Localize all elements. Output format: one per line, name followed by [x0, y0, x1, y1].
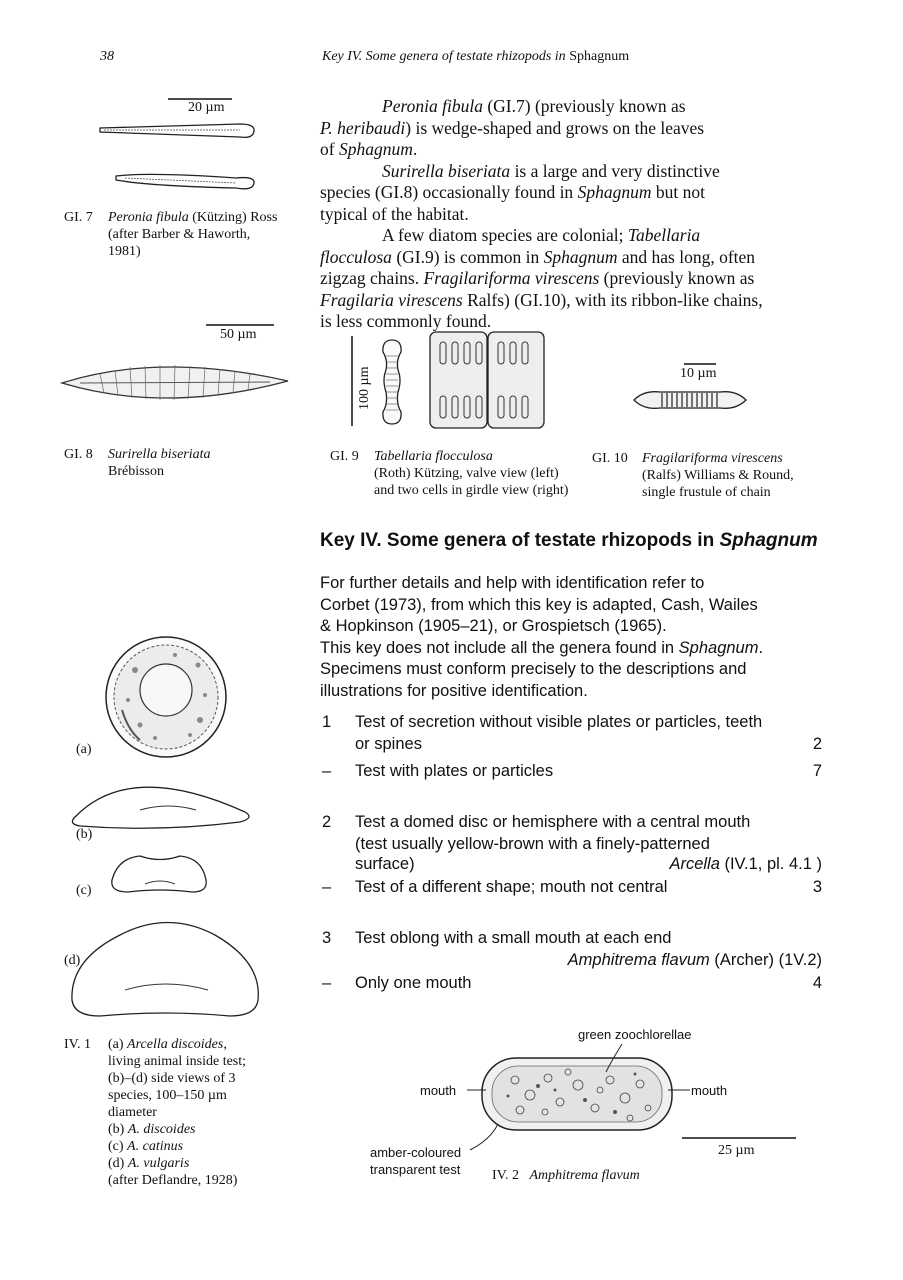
iv1-caption-number: IV. 1	[64, 1037, 91, 1052]
p1-line3-text: of	[320, 139, 339, 159]
iv2-caption	[492, 1167, 640, 1184]
p2-line2a: species (GI.8) occasionally found in	[320, 182, 578, 202]
couplet-text: Test with plates or particles	[355, 762, 554, 780]
p3-line3a: zigzag chains.	[320, 268, 424, 288]
iv1-cap-l1-it: Arcella discoides,	[127, 1037, 227, 1052]
intro-line6: illustrations for positive identification.	[320, 681, 588, 700]
iv1-label-d: (d)	[64, 953, 81, 968]
p3-line2-taxon2: Sphagnum	[543, 246, 618, 267]
iv1-cap-l9: (after Deflandre, 1928)	[108, 1173, 238, 1188]
p3-line2b: and has long, often	[617, 246, 756, 267]
couplet-dash: –	[322, 878, 332, 896]
p1-line1-taxon: Peronia fibula	[382, 96, 483, 116]
iv1-cap-l8: (d)	[108, 1156, 128, 1171]
section-heading-genus: Sphagnum	[719, 530, 818, 551]
couplet-goto: 2	[812, 735, 822, 753]
couplet-goto: 7	[812, 762, 822, 780]
p1-line2-taxon: P. heribaudi	[320, 117, 406, 138]
p3-line2-taxon: flocculosa	[320, 246, 392, 267]
couplet-text: Test oblong with a small mouth at each end	[355, 929, 672, 947]
gi10-caption-taxon: Fragilariforma virescens	[642, 451, 783, 466]
intro-line2: Corbet (1973), from which this key is adapted, Cash, Wailes	[320, 595, 758, 614]
gi7-scale-label: 20 µm	[188, 100, 225, 115]
couplet-text: Only one mouth	[355, 974, 472, 992]
gi8-caption-number: GI. 8	[64, 447, 93, 462]
p2-taxon: Surirella biseriata	[382, 160, 511, 181]
page-number: 38	[100, 49, 114, 64]
iv2-caption-taxon: Amphitrema flavum	[529, 1168, 640, 1183]
gi9-caption-taxon: Tabellaria flocculosa	[374, 449, 493, 464]
gi10-caption-text: (Ralfs) Williams & Round, single frustule of chain	[642, 468, 794, 500]
intro-line5: Specimens must conform precisely to the descriptions and	[320, 660, 747, 678]
iv1-cap-l5: diameter	[108, 1105, 157, 1120]
p2-line3: typical of the habitat.	[320, 203, 469, 224]
couplet-text: Test of secretion without visible plates or particles, teeth	[355, 713, 763, 731]
p3-line2a: (GI.9) is common in	[391, 246, 544, 267]
couplet-text: Test a domed disc or hemisphere with a central mouth	[355, 813, 751, 831]
gi10-caption-number: GI. 10	[592, 451, 628, 466]
intro-line3: & Hopkinson (1905–21), or Grospietsch (1965).	[320, 617, 667, 635]
iv1-label-b: (b)	[76, 827, 93, 842]
gi7-caption-number: GI. 7	[64, 210, 93, 225]
p2-line2b: but not	[651, 182, 705, 202]
iv2-caption-number: IV. 2	[492, 1168, 519, 1183]
couplet-number: 3	[322, 929, 332, 947]
iv1-cap-l8-it: A. vulgaris	[127, 1156, 190, 1171]
iv1-cap-l6-it: A. discoides	[127, 1122, 196, 1137]
p3-line1-taxon: Tabellaria	[627, 225, 701, 245]
p2-line1: is a large and very distinctive	[510, 160, 720, 181]
taxon-arcella: Arcella	[669, 855, 720, 873]
iv2-label-green: green zoochlorellae	[578, 1027, 692, 1042]
p2-line2-taxon: Sphagnum	[577, 182, 652, 202]
couplet-text: surface)	[355, 855, 415, 873]
p3-line4-taxon: Fragilaria virescens	[320, 289, 463, 310]
iv1-cap-l2: living animal inside test;	[108, 1054, 247, 1069]
gi7-caption-text: (Kützing) Ross (after Barber & Haworth, 1981)	[108, 210, 278, 259]
intro-line4-end: .	[758, 638, 764, 657]
p3-line4: Ralfs) (GI.10), with its ribbon-like chains,	[462, 289, 763, 310]
p3-line5: is less commonly found.	[320, 311, 492, 331]
iv1-cap-l1: (a)	[108, 1037, 128, 1052]
couplet-number: 2	[322, 813, 332, 831]
taxon-amphitrema: Amphitrema flavum	[567, 951, 710, 969]
gi9-caption-number: GI. 9	[330, 449, 359, 464]
iv1-cap-l7: (c)	[108, 1139, 128, 1154]
iv2-label-mouth-left: mouth	[420, 1083, 457, 1098]
gi9-scale-label: 100 µm	[357, 366, 372, 410]
p3-line1: A few diatom species are colonial;	[382, 225, 628, 245]
p3-line3b: (previously known as	[599, 268, 755, 288]
gi8-scale-label: 50 µm	[220, 327, 257, 342]
iv2-label-amber	[370, 1144, 461, 1178]
iv1-cap-l6: (b)	[108, 1122, 128, 1137]
p1-line3-taxon: Sphagnum	[338, 139, 413, 159]
couplet-goto: 3	[812, 878, 822, 896]
intro-line1: For further details and help with identification refer to	[320, 574, 705, 592]
intro-line4-genus: Sphagnum	[678, 638, 759, 657]
iv2-label-amber-2: transparent test	[370, 1162, 461, 1177]
iv2-label-amber-1: amber-coloured	[370, 1145, 462, 1160]
iv1-label-a: (a)	[76, 742, 92, 757]
intro-line4: This key does not include all the genera found in	[320, 638, 679, 657]
iv2-label-mouth-right: mouth	[691, 1083, 728, 1098]
p1-line1-text: (GI.7) (previously known as	[482, 96, 686, 116]
gi10-scale-label: 10 µm	[680, 366, 717, 381]
running-title-text: Key IV. Some genera of testate rhizopods in	[322, 49, 566, 64]
section-heading-text: Key IV. Some genera of testate rhizopods in	[320, 530, 720, 551]
iv1-cap-l7-it: A. catinus	[127, 1139, 184, 1154]
gi8-caption-text: Brébisson	[108, 464, 164, 479]
taxon-ref: (Archer) (1V.2)	[709, 951, 822, 969]
iv2-scale-label: 25 µm	[718, 1143, 755, 1158]
couplet-goto: 4	[812, 974, 822, 992]
taxon-ref: (IV.1, pl. 4.1 )	[719, 855, 822, 873]
couplet-text: (test usually yellow-brown with a finely-patterned	[355, 835, 710, 853]
couplet-dash: –	[322, 974, 332, 992]
p1-line2-text: ) is wedge-shaped and grows on the leaves	[405, 117, 705, 138]
iv1-cap-l4: species, 100–150 µm	[108, 1088, 227, 1103]
p3-line3-taxon: Fragilariforma virescens	[423, 268, 600, 288]
couplet-text: or spines	[355, 735, 422, 753]
couplet-number: 1	[322, 713, 332, 731]
running-title-genus: Sphagnum	[569, 49, 630, 64]
gi9-caption-text: (Roth) Kützing, valve view (left) and two cells in girdle view (right)	[374, 466, 569, 498]
iv1-label-c: (c)	[76, 883, 92, 898]
p1-line3-end: .	[412, 139, 418, 159]
gi8-caption-taxon: Surirella biseriata	[108, 447, 211, 462]
iv1-cap-l3: (b)–(d) side views of 3	[108, 1071, 236, 1086]
couplet-text: Test of a different shape; mouth not central	[355, 878, 668, 896]
couplet-dash: –	[322, 762, 332, 780]
gi7-caption-taxon: Peronia fibula	[108, 210, 189, 225]
